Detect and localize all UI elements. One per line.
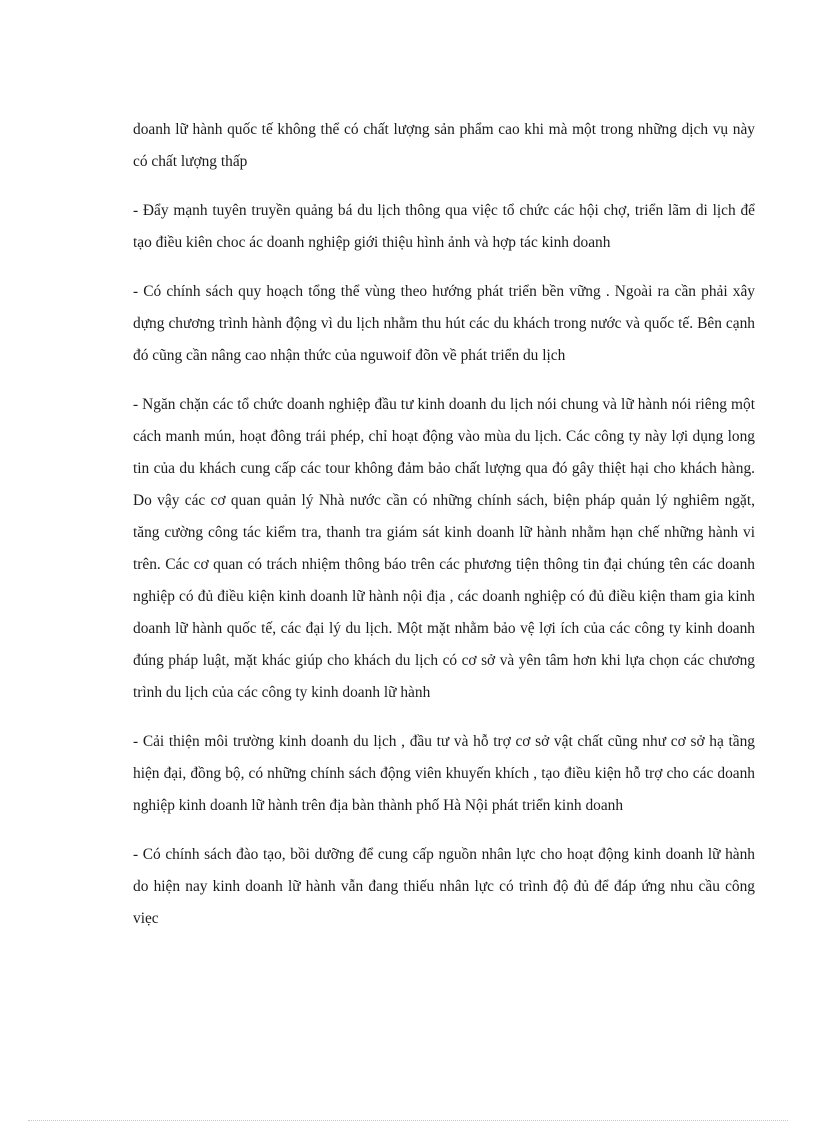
page-bottom-divider: [28, 1120, 788, 1121]
paragraph-planning-policy: - Có chính sách quy hoạch tổng thể vùng theo hướng phát triển bền vững . Ngoài ra cần phải xây dựng chương trình hành động vì du lịch nhằm thu hút các du khách trong nước và quốc tế. Bên cạnh đó cũng cần nâng cao nhận thức của nguwoif đõn về phát triển du lịch: [133, 283, 755, 364]
paragraph-training-policy: - Có chính sách đào tạo, bồi dưỡng để cung cấp nguồn nhân lực cho hoạt động kinh doanh lữ hành do hiện nay kinh doanh lữ hành vẫn đang thiếu nhân lực có trình độ đủ để đáp ứng nhu cầu công viẹc: [133, 846, 755, 927]
paragraph-promotion: - Đẩy mạnh tuyên truyền quảng bá du lịch thông qua việc tổ chức các hội chợ, triển lãm di lịch để tạo điều kiên choc ác doanh nghiệp giới thiệu hình ảnh và hợp tác kinh doanh: [133, 202, 755, 251]
paragraph-intro-continuation: doanh lữ hành quốc tế không thể có chất lượng sản phẩm cao khi mà một trong những dịch vụ này có chất lượng thấp: [133, 121, 755, 170]
paragraph-environment-improvement: - Cải thiện môi trường kinh doanh du lịch , đầu tư và hỗ trợ cơ sở vật chất cũng như cơ sở hạ tầng hiện đại, đồng bộ, có những chính sách động viên khuyến khích , tạo điều kiện hỗ trợ cho các doanh nghiệp kinh doanh lữ hành trên địa bàn thành phố Hà Nội phát triển kinh doanh: [133, 733, 755, 814]
document-body: [133, 114, 755, 952]
paragraph-prevention: - Ngăn chặn các tổ chức doanh nghiệp đầu tư kinh doanh du lịch nói chung và lữ hành nói riêng một cách manh mún, hoạt đông trái phép, chỉ hoạt động vào mùa du lịch. Các công ty này lợi dụng long tin của du khách cung cấp các tour không đảm bảo chất lượng qua đó gây thiệt hại cho khách hàng. Do vậy các cơ quan quản lý Nhà nước cần có những chính sách, biện pháp quản lý nghiêm ngặt, tăng cường công tác kiểm tra, thanh tra giám sát kinh doanh lữ hành nhằm hạn chế những hành vi trên. Các cơ quan có trách nhiệm thông báo trên các phương tiện thông tin đại chúng tên các doanh nghiệp có đủ điều kiện kinh doanh lữ hành nội địa , các doanh nghiệp có đủ điều kiện tham gia kinh doanh lữ hành quốc tế, các đại lý du lịch. Một mặt nhằm bảo vệ lợi ích của các công ty kinh doanh đúng pháp luật, mặt khác giúp cho khách du lịch có cơ sở và yên tâm hơn khi lựa chọn các chương trình du lịch của các công ty kinh doanh lữ hành: [133, 396, 755, 701]
